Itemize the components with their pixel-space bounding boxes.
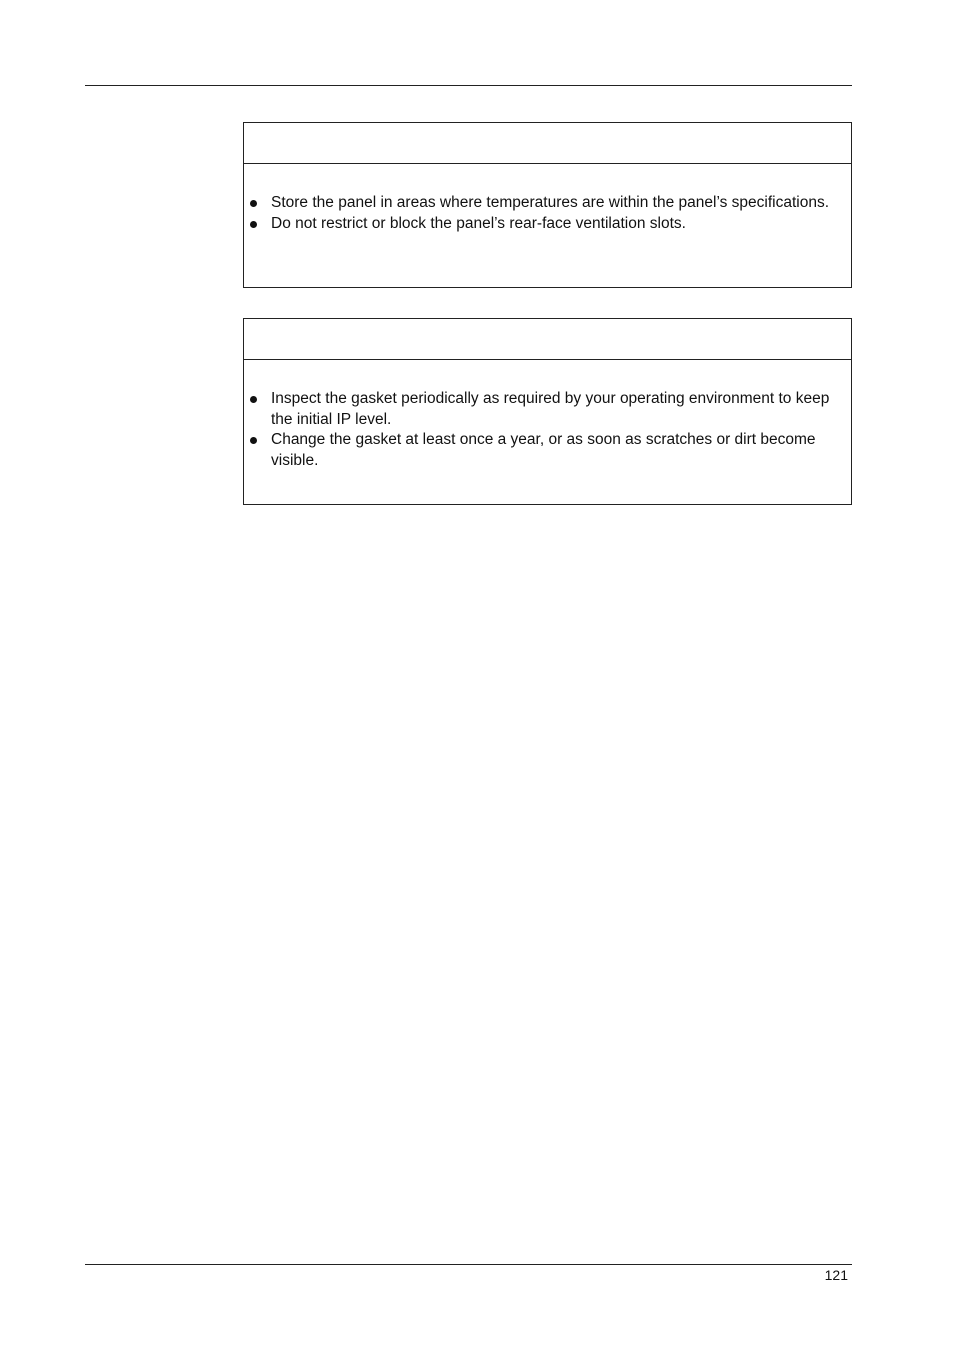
- list-item: [250, 389, 845, 430]
- notice-box-header: [244, 123, 851, 164]
- list-item: [250, 430, 845, 471]
- list-item-text: Inspect the gasket periodically as required by your operating environment to keep the initial IP level.: [271, 390, 830, 428]
- list-item-text: Store the panel in areas where temperatures are within the panel’s specifications.: [271, 194, 830, 211]
- notice-box-storage: [243, 122, 852, 288]
- bullet-icon: [250, 200, 257, 207]
- list-item-text: Do not restrict or block the panel’s rear-face ventilation slots.: [271, 214, 686, 232]
- bullet-list: [250, 389, 845, 471]
- bullet-icon: [250, 437, 257, 444]
- list-item-text: Change the gasket at least once a year, or as soon as scratches or dirt become visible.: [271, 431, 816, 469]
- footer-rule: [85, 1264, 852, 1265]
- list-item: [250, 193, 845, 214]
- list-item: [250, 214, 845, 235]
- header-rule: [85, 85, 852, 86]
- notice-box-gasket: [243, 318, 852, 505]
- bullet-list: [250, 193, 845, 234]
- bullet-icon: [250, 221, 257, 228]
- bullet-icon: [250, 396, 257, 403]
- page-number: 121: [824, 1267, 848, 1283]
- notice-box-header: [244, 319, 851, 360]
